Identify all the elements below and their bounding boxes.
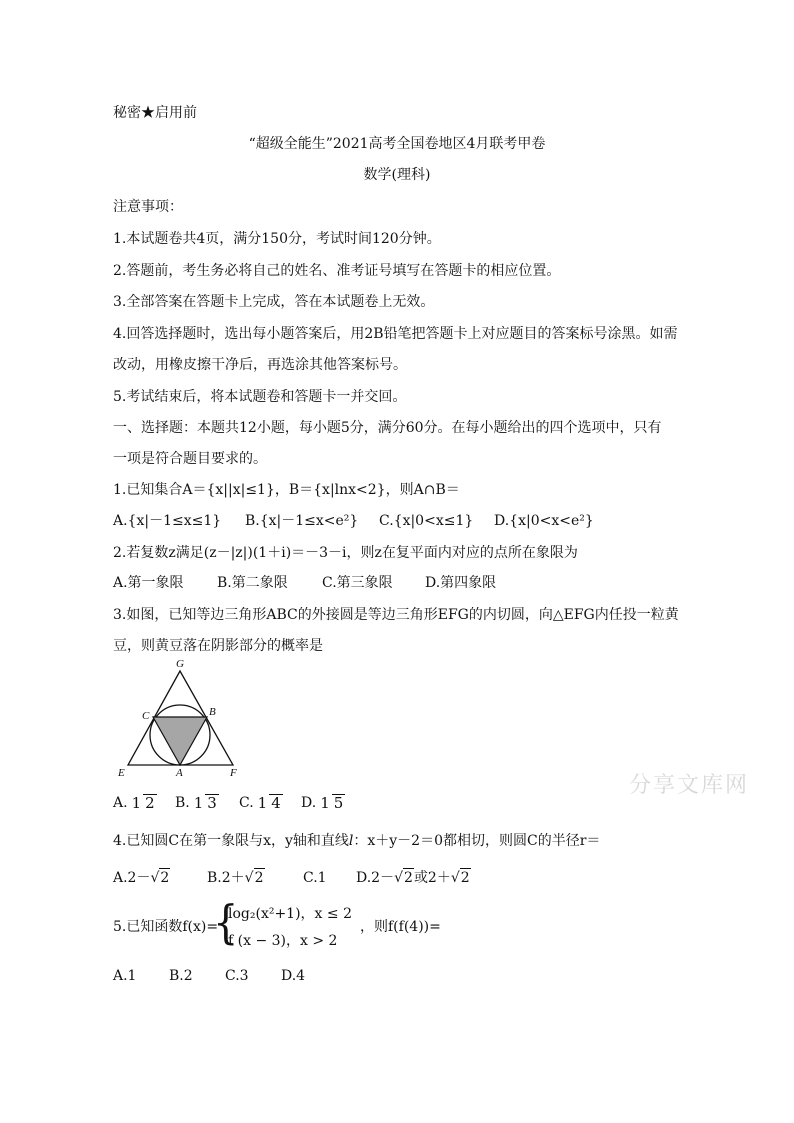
q3-option-a: A. 1 2 <box>113 794 155 812</box>
section-heading-cont: 一项是符合题目要求的。 <box>113 451 267 467</box>
q5-option-d: D.4 <box>281 968 306 984</box>
q3-stem-cont: 豆，则黄豆落在阴影部分的概率是 <box>113 638 323 654</box>
section-heading: 一、选择题：本题共12小题，每小题5分，满分60分。在每小题给出的四个选项中，只有 <box>113 420 662 436</box>
sqrt: √2 <box>394 870 413 886</box>
q4-option-d: D.2－√2或2＋√2 <box>356 870 470 886</box>
q1-option-c: C.{x|0<x≤1} <box>379 513 474 529</box>
q3-stem: 3.如图，已知等边三角形ABC的外接圆是等边三角形EFG的内切圆，向△EFG内任投一粒黄 <box>113 607 679 623</box>
label-f: F <box>230 767 237 779</box>
fraction: 1 5 <box>320 794 344 812</box>
q3-option-d: D. 1 5 <box>301 794 344 812</box>
q1-option-d: D.{x|0<x<e²} <box>494 513 594 529</box>
note-item: 5.考试结束后，将本试题卷和答题卡一并交回。 <box>113 389 407 405</box>
q1-stem: 1.已知集合A＝{x||x|≤1}，B＝{x|lnx<2}，则A∩B＝ <box>113 482 460 498</box>
q5-option-b: B.2 <box>169 968 193 984</box>
secret-label: 秘密★启用前 <box>113 105 197 121</box>
q5-options <box>113 967 305 985</box>
q5-option-c: C.3 <box>225 968 249 984</box>
label-a: A <box>176 767 183 779</box>
note-item: 1.本试题卷共4页，满分150分，考试时间120分钟。 <box>113 231 441 247</box>
q3-option-c: C. 1 4 <box>239 794 281 812</box>
q1-options <box>113 512 594 530</box>
fraction: 1 4 <box>257 794 281 812</box>
q2-option-a: A.第一象限 <box>113 575 184 591</box>
notes-heading: 注意事项： <box>113 199 183 215</box>
q4-option-b: B.2＋√2 <box>207 870 264 886</box>
label-c: C <box>142 710 150 722</box>
q3-options <box>113 786 347 820</box>
q4-options <box>113 868 471 887</box>
q1-option-b: B.{x|－1≤x<e²} <box>245 513 359 529</box>
note-item: 4.回答选择题时，选出每小题答案后，用2B铅笔把答题卡上对应题目的答案标号涂黑。如需 <box>113 326 678 342</box>
q5-case-1: log₂(x²+1)，x ≤ 2 <box>228 906 352 922</box>
q3-option-b: B. 1 3 <box>175 794 217 812</box>
label-e: E <box>118 767 125 779</box>
exam-subject: 数学(理科) <box>363 167 431 183</box>
q1-option-a: A.{x|－1≤x≤1} <box>113 513 222 529</box>
sqrt: √2 <box>244 870 264 886</box>
q2-option-b: B.第二象限 <box>217 575 288 591</box>
q5-stem-post: ，则f(f(4))= <box>360 919 441 935</box>
q5-case-2: f (x − 3)，x > 2 <box>228 933 338 949</box>
q4-option-a: A.2－√2 <box>113 870 170 886</box>
q2-stem: 2.若复数z满足(z－|z|)(1＋i)＝－3－i，则z在复平面内对应的点所在象限为 <box>113 545 578 561</box>
fraction: 1 2 <box>131 794 155 812</box>
q2-option-c: C.第三象限 <box>322 575 393 591</box>
q2-option-d: D.第四象限 <box>425 575 497 591</box>
note-item: 改动，用橡皮擦干净后，再选涂其他答案标号。 <box>113 357 407 373</box>
q5-option-a: A.1 <box>113 968 137 984</box>
line-l-symbol: l <box>348 833 354 849</box>
q3-figure <box>113 655 253 782</box>
sqrt: √2 <box>450 870 470 886</box>
label-g: G <box>176 658 184 670</box>
q2-options <box>113 574 496 592</box>
note-item: 2.答题前，考生务必将自己的姓名、准考证号填写在答题卡的相应位置。 <box>113 263 561 279</box>
fraction: 1 3 <box>193 794 217 812</box>
watermark: 分享文库网 <box>629 773 750 798</box>
note-item: 3.全部答案在答题卡上完成，答在本试题卷上无效。 <box>113 294 435 310</box>
exam-title: “超级全能生”2021高考全国卷地区4月联考甲卷 <box>248 136 546 152</box>
q4-stem: 4.已知圆C在第一象限与x，y轴和直线l：x＋y－2＝0都相切，则圆C的半径r＝ <box>113 833 601 849</box>
label-b: B <box>209 706 216 718</box>
piecewise-brace: { <box>213 896 239 950</box>
q4-option-c: C.1 <box>303 870 327 886</box>
q5-stem-pre: 5.已知函数f(x)= <box>113 919 219 935</box>
sqrt: √2 <box>150 870 170 886</box>
